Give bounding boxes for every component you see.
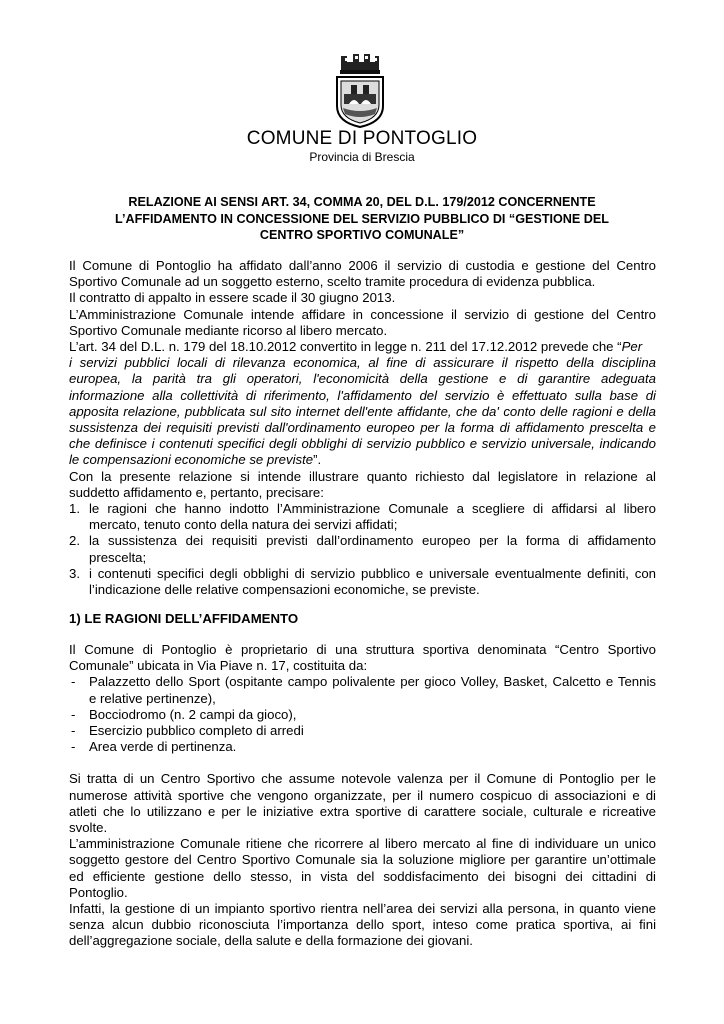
bulleted-list-item xyxy=(69,739,656,755)
quote-intro-text: L’art. 34 del D.L. n. 179 del 18.10.2012 convertito in legge n. 211 del 17.12.2012 prevede che “ xyxy=(69,339,622,355)
heading-line: RELAZIONE AI SENSI ART. 34, COMMA 20, DEL D.L. 179/2012 CONCERNENTE xyxy=(128,195,596,209)
list-number: 1. xyxy=(69,501,80,517)
paragraph-line: dell’aggregazione sociale, della salute e della formazione dei giovani. xyxy=(69,933,473,949)
list-dash: - xyxy=(71,674,76,690)
quote-start-text: Per xyxy=(621,339,643,355)
list-item-line: Palazzetto dello Sport (ospitante campo polivalente per gioco Volley, Basket, Calcetto e Tennis xyxy=(89,674,656,690)
quote-line: sussistenza dei requisiti previsti dall'ordinamento europeo per la forma di affidamento prescelta e xyxy=(69,420,656,436)
paragraph-line: Sportivo Comunale mediante ricorso al libero mercato. xyxy=(69,322,388,338)
intro-section xyxy=(69,258,656,598)
list-number: 3. xyxy=(69,565,80,581)
quote-close-mark: ”. xyxy=(313,452,322,468)
quote-line: che definisce i contenuti specifici degli obblighi di servizio pubblico e servizio universale, indicando xyxy=(69,436,656,452)
paragraph-line: numerose attività sportive che vengono organizzate, per il numero cospicuo di associazioni e di xyxy=(69,787,656,803)
numbered-list-item xyxy=(69,501,656,533)
heading-line: L’AFFIDAMENTO IN CONCESSIONE DEL SERVIZIO PUBBLICO DI “GESTIONE DEL xyxy=(114,211,609,226)
paragraph-line: senza alcun dubbio riconosciuta l’importanza dello sport, inteso come pratica sportiva, ai fini xyxy=(69,917,656,933)
province-subtitle: Provincia di Brescia xyxy=(309,150,415,164)
list-item-line: Area verde di pertinenza. xyxy=(89,739,237,755)
section-1-body xyxy=(69,642,656,950)
list-item-line: la sussistenza dei requisiti previsti dall’ordinamento europeo per la forma di affidamento xyxy=(89,533,656,549)
paragraph-line: Pontoglio. xyxy=(69,884,128,900)
list-item-line: Esercizio pubblico completo di arredi xyxy=(89,723,304,739)
paragraph-line: atleti che lo utilizzano e per le iniziative extra sportive di carattere sociale, culturale e ricreative xyxy=(69,803,656,819)
paragraph-line xyxy=(69,452,656,468)
municipal-crest-icon xyxy=(331,50,389,128)
section-title: 1) LE RAGIONI DELL’AFFIDAMENTO xyxy=(69,611,299,626)
municipality-title: COMUNE DI PONTOGLIO xyxy=(246,128,478,149)
paragraph-line: Il Comune di Pontoglio ha affidato dall’anno 2006 il servizio di custodia e gestione del Centro xyxy=(69,258,656,273)
quote-line: informazione alla collettività di riferimento, l'affidamento del servizio è effettuato sulla base di xyxy=(69,387,656,403)
list-item-line: le ragioni che hanno indotto l’Amministrazione Comunale a scegliere di affidarsi al libero xyxy=(89,501,656,517)
bulleted-list-item xyxy=(69,723,656,739)
paragraph-line: Il contratto di appalto in essere scade il 30 giugno 2013. xyxy=(69,290,396,306)
list-item-line: e relative pertinenze), xyxy=(89,690,216,706)
paragraph-line: suddetto affidamento e, pertanto, precisare: xyxy=(69,484,324,500)
bulleted-list-item xyxy=(69,674,656,706)
paragraph-line: L’Amministrazione Comunale intende affidare in concessione il servizio di gestione del Centro xyxy=(69,306,656,322)
paragraph-line: Con la presente relazione si intende illustrare quanto richiesto dal legislatore in relazione al xyxy=(69,468,656,484)
list-dash: - xyxy=(71,723,76,739)
numbered-list-item xyxy=(69,566,656,598)
paragraph-line: Sportivo Comunale ad un soggetto esterno, scelto tramite procedura di evidenza pubblica. xyxy=(69,274,596,290)
list-number: 2. xyxy=(69,533,80,549)
quote-line: apposita relazione, pubblicata sul sito internet dell'ente affidante, che da' conto delle ragioni e della xyxy=(69,403,656,419)
numbered-list-item xyxy=(69,533,656,565)
list-item-line: mercato, tenuto conto della natura dei servizi affidati; xyxy=(89,517,398,533)
list-item-line: Bocciodromo (n. 2 campi da gioco), xyxy=(89,706,297,722)
paragraph-line: ed efficiente gestione dello stesso, in vista del soddisfacimento dei bisogni dei cittadini di xyxy=(69,868,656,884)
list-item-line: l’indicazione delle relative compensazioni economiche, se previste. xyxy=(89,582,480,598)
paragraph-line: L’amministrazione Comunale ritiene che ricorrere al libero mercato al fine di individuare un unico xyxy=(69,836,656,852)
list-dash: - xyxy=(71,706,76,722)
list-item-line: prescelta; xyxy=(89,549,147,565)
document-heading xyxy=(70,194,654,244)
list-dash: - xyxy=(71,739,76,755)
quote-end-text: le compensazioni economiche se previste xyxy=(69,452,314,468)
paragraph-line xyxy=(69,339,656,355)
list-item-line: i contenuti specifici degli obblighi di servizio pubblico e universale eventualmente definiti, con xyxy=(89,565,656,581)
quote-line: europea, la parità tra gli operatori, l'economicità della gestione e di garantire adeguata xyxy=(69,371,656,387)
paragraph-line: Infatti, la gestione di un impianto sportivo rientra nell’area dei servizi alla persona, in quanto viene xyxy=(69,901,656,917)
quote-line: i servizi pubblici locali di rilevanza economica, al fine di assicurare il rispetto della disciplina xyxy=(69,355,656,371)
paragraph-spacer xyxy=(69,755,656,771)
paragraph-line: Il Comune di Pontoglio è proprietario di una struttura sportiva denominata “Centro Sportivo xyxy=(69,642,656,657)
heading-line: CENTRO SPORTIVO COMUNALE” xyxy=(259,228,465,242)
bulleted-list-item xyxy=(69,707,656,723)
paragraph-line: Si tratta di un Centro Sportivo che assume notevole valenza per il Comune di Pontoglio per le xyxy=(69,771,656,787)
paragraph-line: svolte. xyxy=(69,820,108,836)
paragraph-line: soggetto gestore del Centro Sportivo Comunale sia la soluzione migliore per garantire un’ottimale xyxy=(69,852,656,868)
paragraph-line: Comunale” ubicata in Via Piave n. 17, costituita da: xyxy=(69,658,368,674)
